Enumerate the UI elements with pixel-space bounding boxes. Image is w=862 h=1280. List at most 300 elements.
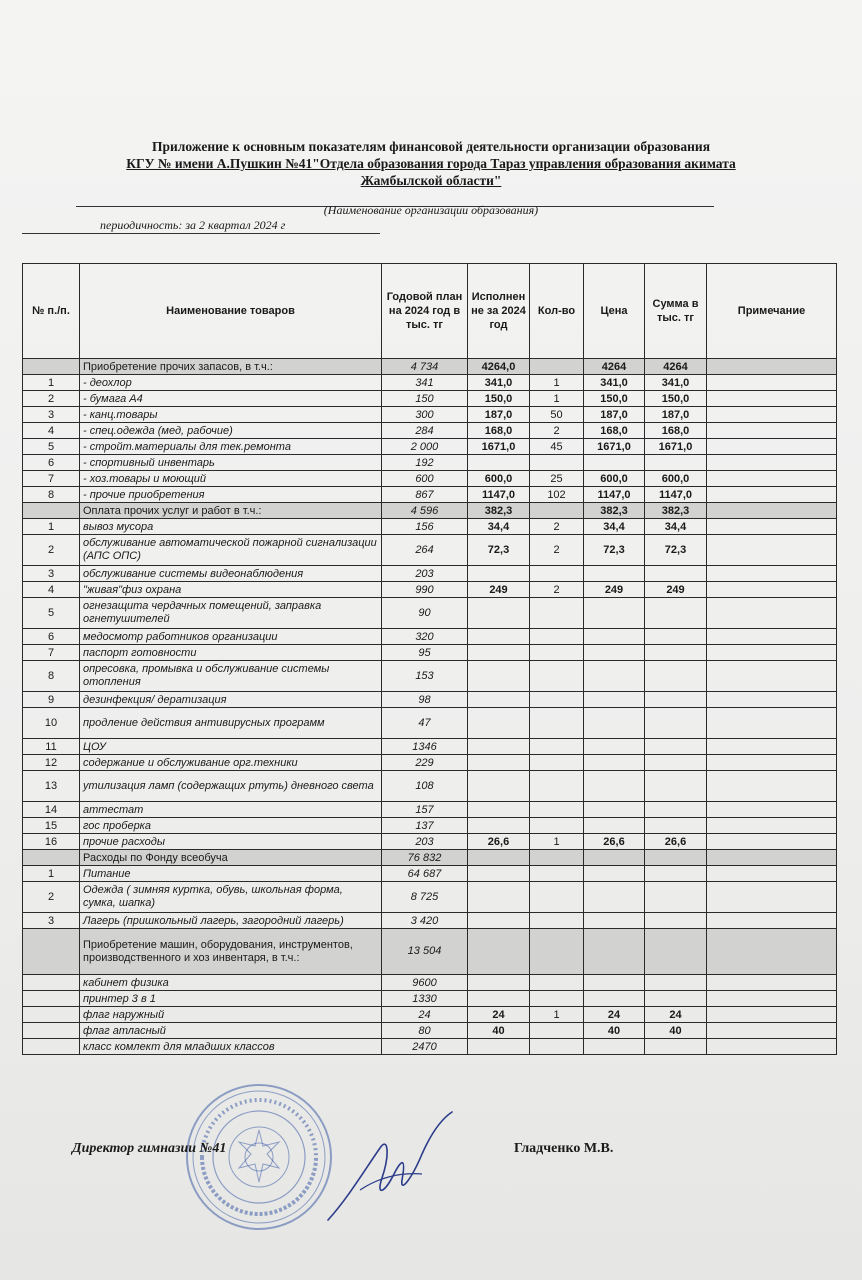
cell-number [23, 1039, 80, 1055]
col-name: Наименование товаров [80, 264, 382, 359]
cell-quantity [530, 975, 584, 991]
cell-number: 5 [23, 439, 80, 455]
cell-number: 8 [23, 487, 80, 503]
cell-number [23, 1023, 80, 1039]
cell-number: 3 [23, 913, 80, 929]
cell-note [707, 866, 837, 882]
cell-name: содержание и обслуживание орг.техники [80, 755, 382, 771]
cell-plan: 2 000 [382, 439, 468, 455]
cell-quantity [530, 455, 584, 471]
cell-number: 7 [23, 471, 80, 487]
cell-name: "живая"физ охрана [80, 582, 382, 598]
cell-price: 72,3 [584, 535, 645, 566]
section-row [23, 503, 837, 519]
cell-executed [468, 1039, 530, 1055]
table-row [23, 471, 837, 487]
cell-plan: 76 832 [382, 850, 468, 866]
cell-quantity [530, 755, 584, 771]
cell-name: опресовка, промывка и обслуживание системы отопления [80, 661, 382, 692]
table-row [23, 739, 837, 755]
cell-number: 4 [23, 423, 80, 439]
cell-executed [468, 802, 530, 818]
cell-price: 150,0 [584, 391, 645, 407]
cell-executed: 168,0 [468, 423, 530, 439]
cell-executed [468, 866, 530, 882]
cell-plan: 229 [382, 755, 468, 771]
cell-sum [645, 929, 707, 975]
cell-name: гос проберка [80, 818, 382, 834]
cell-note [707, 391, 837, 407]
table-row [23, 755, 837, 771]
cell-number [23, 850, 80, 866]
cell-price [584, 708, 645, 739]
period-label: периодичность: за 2 квартал 2024 г [100, 218, 286, 232]
cell-quantity [530, 629, 584, 645]
cell-name: кабинет физика [80, 975, 382, 991]
cell-number [23, 359, 80, 375]
cell-executed: 34,4 [468, 519, 530, 535]
cell-note [707, 991, 837, 1007]
cell-name: - деохлор [80, 375, 382, 391]
cell-sum [645, 598, 707, 629]
table-row [23, 991, 837, 1007]
cell-sum: 40 [645, 1023, 707, 1039]
cell-sum [645, 692, 707, 708]
director-name: Гладченко М.В. [514, 1141, 614, 1156]
table-row [23, 882, 837, 913]
cell-price [584, 629, 645, 645]
cell-quantity: 25 [530, 471, 584, 487]
cell-price: 168,0 [584, 423, 645, 439]
cell-number: 3 [23, 407, 80, 423]
cell-sum [645, 566, 707, 582]
cell-price: 249 [584, 582, 645, 598]
cell-executed: 24 [468, 1007, 530, 1023]
cell-price: 187,0 [584, 407, 645, 423]
cell-note [707, 471, 837, 487]
cell-number [23, 991, 80, 1007]
cell-quantity [530, 991, 584, 1007]
cell-quantity: 1 [530, 834, 584, 850]
table-row [23, 975, 837, 991]
cell-note [707, 535, 837, 566]
cell-price [584, 850, 645, 866]
col-quantity: Кол-во [530, 264, 584, 359]
cell-note [707, 1007, 837, 1023]
cell-executed [468, 771, 530, 802]
cell-plan: 341 [382, 375, 468, 391]
official-seal-icon [184, 1082, 334, 1232]
cell-name: - спец.одежда (мед, рабочие) [80, 423, 382, 439]
cell-plan: 203 [382, 566, 468, 582]
cell-sum: 26,6 [645, 834, 707, 850]
cell-plan: 24 [382, 1007, 468, 1023]
cell-sum [645, 629, 707, 645]
cell-name: продление действия антивирусных программ [80, 708, 382, 739]
cell-quantity [530, 866, 584, 882]
cell-number: 5 [23, 598, 80, 629]
col-price: Цена [584, 264, 645, 359]
cell-name: Оплата прочих услуг и работ в т.ч.: [80, 503, 382, 519]
cell-name: флаг наружный [80, 1007, 382, 1023]
cell-price [584, 866, 645, 882]
cell-name: дезинфекция/ дератизация [80, 692, 382, 708]
cell-sum [645, 455, 707, 471]
cell-sum [645, 739, 707, 755]
cell-name: - хоз.товары и моющий [80, 471, 382, 487]
table-row [23, 535, 837, 566]
cell-quantity [530, 850, 584, 866]
cell-quantity: 50 [530, 407, 584, 423]
cell-executed: 341,0 [468, 375, 530, 391]
period-rule [22, 233, 380, 234]
cell-executed [468, 913, 530, 929]
cell-name: Приобретение машин, оборудования, инструментов, производственного и хоз инвентаря, в т.ч.: [80, 929, 382, 975]
cell-price [584, 598, 645, 629]
cell-number: 7 [23, 645, 80, 661]
cell-note [707, 834, 837, 850]
cell-quantity: 1 [530, 1007, 584, 1023]
cell-quantity [530, 598, 584, 629]
cell-note [707, 913, 837, 929]
cell-plan: 4 596 [382, 503, 468, 519]
cell-price [584, 661, 645, 692]
cell-quantity [530, 503, 584, 519]
cell-plan: 990 [382, 582, 468, 598]
cell-price [584, 818, 645, 834]
header-line-1: Приложение к основным показателям финансовой деятельности организации образования [151, 139, 710, 154]
cell-quantity [530, 818, 584, 834]
cell-sum: 34,4 [645, 519, 707, 535]
cell-price: 4264 [584, 359, 645, 375]
cell-executed: 40 [468, 1023, 530, 1039]
cell-price [584, 913, 645, 929]
cell-name: паспорт готовности [80, 645, 382, 661]
cell-quantity [530, 708, 584, 739]
table-row [23, 519, 837, 535]
cell-name: вывоз мусора [80, 519, 382, 535]
cell-note [707, 975, 837, 991]
cell-number [23, 503, 80, 519]
col-executed: Исполнен не за 2024 год [468, 264, 530, 359]
cell-sum [645, 850, 707, 866]
cell-plan: 156 [382, 519, 468, 535]
table-row [23, 487, 837, 503]
table-row [23, 645, 837, 661]
cell-note [707, 929, 837, 975]
cell-number: 10 [23, 708, 80, 739]
cell-executed [468, 645, 530, 661]
cell-quantity [530, 1023, 584, 1039]
cell-note [707, 755, 837, 771]
cell-number: 9 [23, 692, 80, 708]
cell-quantity [530, 1039, 584, 1055]
cell-name: утилизация ламп (содержащих ртуть) дневного света [80, 771, 382, 802]
cell-executed: 382,3 [468, 503, 530, 519]
cell-sum [645, 645, 707, 661]
table-row [23, 661, 837, 692]
cell-name: ЦОУ [80, 739, 382, 755]
cell-price [584, 566, 645, 582]
table-row [23, 834, 837, 850]
cell-sum [645, 975, 707, 991]
cell-number: 1 [23, 866, 80, 882]
cell-plan: 867 [382, 487, 468, 503]
cell-number [23, 975, 80, 991]
table-row [23, 455, 837, 471]
cell-number [23, 1007, 80, 1023]
cell-number: 13 [23, 771, 80, 802]
cell-executed [468, 629, 530, 645]
cell-plan: 203 [382, 834, 468, 850]
cell-sum [645, 991, 707, 1007]
director-label: Директор гимназии №41 [72, 1141, 227, 1156]
cell-executed: 1671,0 [468, 439, 530, 455]
cell-sum: 600,0 [645, 471, 707, 487]
cell-sum [645, 755, 707, 771]
cell-price [584, 692, 645, 708]
cell-quantity: 45 [530, 439, 584, 455]
table-row [23, 818, 837, 834]
cell-sum: 341,0 [645, 375, 707, 391]
table-row [23, 708, 837, 739]
table-row [23, 423, 837, 439]
cell-number: 4 [23, 582, 80, 598]
cell-sum: 150,0 [645, 391, 707, 407]
cell-sum [645, 913, 707, 929]
cell-plan: 13 504 [382, 929, 468, 975]
table-row [23, 1023, 837, 1039]
header-line-2: КГУ № имени А.Пушкин №41"Отдела образования города Тараз управления образования акимата [126, 156, 736, 171]
cell-note [707, 1023, 837, 1039]
table-row [23, 598, 837, 629]
section-row [23, 929, 837, 975]
cell-executed: 150,0 [468, 391, 530, 407]
cell-executed: 249 [468, 582, 530, 598]
section-row [23, 359, 837, 375]
document-header [0, 138, 862, 189]
cell-plan: 90 [382, 598, 468, 629]
cell-plan: 300 [382, 407, 468, 423]
cell-plan: 47 [382, 708, 468, 739]
cell-price [584, 771, 645, 802]
col-note: Примечание [707, 264, 837, 359]
cell-executed [468, 929, 530, 975]
cell-name: - канц.товары [80, 407, 382, 423]
cell-note [707, 802, 837, 818]
cell-price [584, 929, 645, 975]
cell-number: 6 [23, 629, 80, 645]
cell-quantity [530, 661, 584, 692]
financial-table [22, 263, 837, 1055]
cell-plan: 8 725 [382, 882, 468, 913]
cell-executed [468, 991, 530, 1007]
cell-price [584, 455, 645, 471]
cell-executed [468, 692, 530, 708]
cell-name: Лагерь (пришкольный лагерь, загородний лагерь) [80, 913, 382, 929]
cell-number: 8 [23, 661, 80, 692]
table-row [23, 913, 837, 929]
table-row [23, 566, 837, 582]
table-row [23, 1007, 837, 1023]
cell-plan: 108 [382, 771, 468, 802]
cell-executed: 72,3 [468, 535, 530, 566]
cell-price [584, 975, 645, 991]
cell-price [584, 882, 645, 913]
table-row [23, 391, 837, 407]
cell-name: флаг атласный [80, 1023, 382, 1039]
cell-price [584, 755, 645, 771]
cell-note [707, 692, 837, 708]
cell-sum: 1147,0 [645, 487, 707, 503]
section-row [23, 850, 837, 866]
table-row [23, 629, 837, 645]
cell-number: 3 [23, 566, 80, 582]
cell-plan: 80 [382, 1023, 468, 1039]
cell-price [584, 802, 645, 818]
cell-quantity [530, 771, 584, 802]
cell-name: обслуживание системы видеонаблюдения [80, 566, 382, 582]
cell-quantity: 2 [530, 582, 584, 598]
cell-quantity [530, 929, 584, 975]
table-row [23, 1039, 837, 1055]
cell-plan: 1330 [382, 991, 468, 1007]
cell-quantity [530, 645, 584, 661]
cell-plan: 320 [382, 629, 468, 645]
cell-plan: 157 [382, 802, 468, 818]
cell-plan: 264 [382, 535, 468, 566]
cell-quantity: 102 [530, 487, 584, 503]
cell-name: Расходы по Фонду всеобуча [80, 850, 382, 866]
cell-note [707, 850, 837, 866]
table-body [23, 359, 837, 1055]
cell-plan: 153 [382, 661, 468, 692]
cell-note [707, 519, 837, 535]
cell-note [707, 1039, 837, 1055]
cell-quantity [530, 739, 584, 755]
cell-executed [468, 882, 530, 913]
table-row [23, 866, 837, 882]
cell-name: класс комлект для младших классов [80, 1039, 382, 1055]
cell-quantity [530, 692, 584, 708]
cell-name: обслуживание автоматической пожарной сигнализации (АПС ОПС) [80, 535, 382, 566]
cell-note [707, 407, 837, 423]
cell-note [707, 423, 837, 439]
cell-sum [645, 708, 707, 739]
table-row [23, 802, 837, 818]
cell-name: медосмотр работников организации [80, 629, 382, 645]
cell-sum: 4264 [645, 359, 707, 375]
cell-quantity: 1 [530, 391, 584, 407]
cell-name: - спортивный инвентарь [80, 455, 382, 471]
cell-price: 26,6 [584, 834, 645, 850]
cell-plan: 3 420 [382, 913, 468, 929]
signature-icon [318, 1108, 458, 1228]
cell-quantity [530, 913, 584, 929]
cell-number: 2 [23, 391, 80, 407]
cell-executed: 1147,0 [468, 487, 530, 503]
cell-note [707, 455, 837, 471]
cell-plan: 2470 [382, 1039, 468, 1055]
cell-sum [645, 771, 707, 802]
cell-sum: 24 [645, 1007, 707, 1023]
table-row [23, 407, 837, 423]
cell-name: прочие расходы [80, 834, 382, 850]
cell-note [707, 359, 837, 375]
cell-note [707, 439, 837, 455]
table-header-row [23, 264, 837, 359]
cell-plan: 98 [382, 692, 468, 708]
cell-name: огнезащита чердачных помещений, заправка огнетушителей [80, 598, 382, 629]
cell-sum: 382,3 [645, 503, 707, 519]
cell-executed: 187,0 [468, 407, 530, 423]
cell-plan: 137 [382, 818, 468, 834]
cell-note [707, 629, 837, 645]
cell-number: 12 [23, 755, 80, 771]
cell-name: принтер 3 в 1 [80, 991, 382, 1007]
cell-number: 11 [23, 739, 80, 755]
cell-name: - стройт.материалы для тек.ремонта [80, 439, 382, 455]
cell-sum [645, 802, 707, 818]
cell-price: 40 [584, 1023, 645, 1039]
cell-number [23, 929, 80, 975]
header-line-3: Жамбылской области" [360, 173, 502, 188]
cell-executed [468, 755, 530, 771]
cell-plan: 1346 [382, 739, 468, 755]
cell-sum [645, 1039, 707, 1055]
cell-price: 341,0 [584, 375, 645, 391]
col-plan: Годовой план на 2024 год в тыс. тг [382, 264, 468, 359]
cell-executed [468, 708, 530, 739]
cell-quantity [530, 802, 584, 818]
cell-sum [645, 866, 707, 882]
cell-executed [468, 455, 530, 471]
cell-quantity: 1 [530, 375, 584, 391]
cell-plan: 4 734 [382, 359, 468, 375]
cell-number: 16 [23, 834, 80, 850]
cell-price: 24 [584, 1007, 645, 1023]
cell-name: Одежда ( зимняя куртка, обувь, школьная форма, сумка, шапка) [80, 882, 382, 913]
cell-price: 1671,0 [584, 439, 645, 455]
cell-note [707, 882, 837, 913]
cell-number: 2 [23, 535, 80, 566]
cell-quantity [530, 566, 584, 582]
cell-note [707, 582, 837, 598]
cell-price [584, 991, 645, 1007]
cell-sum: 1671,0 [645, 439, 707, 455]
cell-sum [645, 661, 707, 692]
cell-note [707, 818, 837, 834]
cell-sum: 72,3 [645, 535, 707, 566]
cell-number: 1 [23, 375, 80, 391]
cell-executed: 26,6 [468, 834, 530, 850]
cell-number: 14 [23, 802, 80, 818]
cell-note [707, 487, 837, 503]
cell-sum [645, 882, 707, 913]
cell-sum: 187,0 [645, 407, 707, 423]
cell-plan: 600 [382, 471, 468, 487]
organization-caption: (Наименование организации образования) [323, 203, 539, 217]
cell-plan: 150 [382, 391, 468, 407]
cell-executed [468, 739, 530, 755]
cell-number: 1 [23, 519, 80, 535]
table-row [23, 439, 837, 455]
cell-price: 600,0 [584, 471, 645, 487]
cell-plan: 192 [382, 455, 468, 471]
cell-plan: 9600 [382, 975, 468, 991]
cell-price: 34,4 [584, 519, 645, 535]
cell-executed: 600,0 [468, 471, 530, 487]
